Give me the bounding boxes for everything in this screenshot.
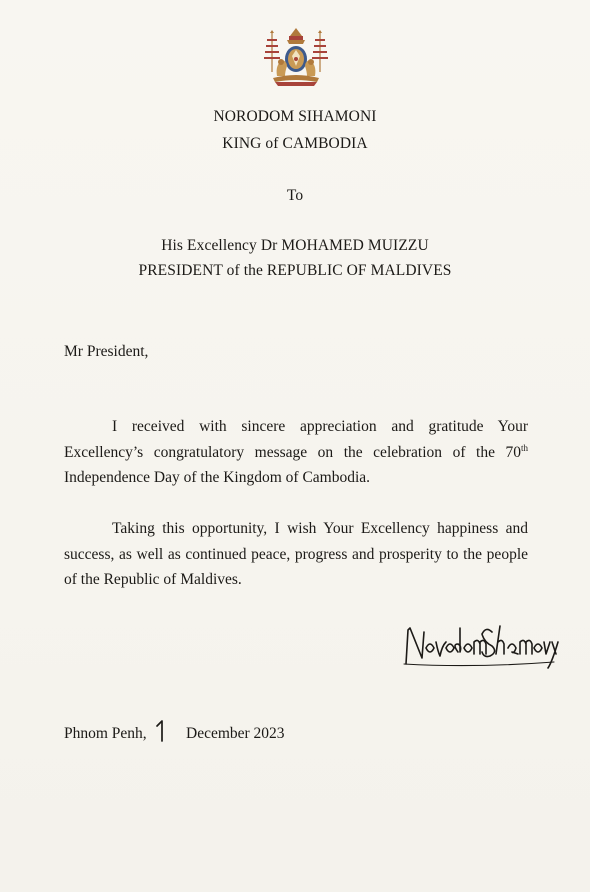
recipient-title: PRESIDENT of the REPUBLIC OF MALDIVES [138,262,452,279]
paragraph-1 [64,414,528,491]
paragraph-2-text: Taking this opportunity, I wish Your Excellency happiness and success, as well as continued peace, progress and prosperity to the people of the Republic of Maldives. [64,520,528,588]
paragraph-1-line-1 [64,414,528,440]
paragraph-1-line-2-text: Excellency’s congratulatory message on the celebration of the 70 [64,443,521,461]
sender-title: KING of CAMBODIA [222,135,368,152]
paragraph-1-line-2 [64,440,528,466]
handwritten-day [154,719,168,743]
paragraph-2 [64,516,528,593]
paragraph-1-line-1-text: I received with sincere appreciation and gratitude Your [112,418,528,435]
royal-arms-of-cambodia-icon [259,26,333,88]
signature-image [400,618,564,670]
salutation: Mr President, [64,343,149,360]
ordinal-suffix: th [520,442,528,453]
sender-name: NORODOM SIHAMONI [213,108,377,125]
date-month-year: December 2023 [186,725,285,742]
to-label: To [286,187,304,204]
recipient-name: His Excellency Dr MOHAMED MUIZZU [161,237,429,254]
paragraph-1-line-3: Independence Day of the Kingdom of Cambodia. [64,469,371,486]
place-label: Phnom Penh, [64,725,147,742]
